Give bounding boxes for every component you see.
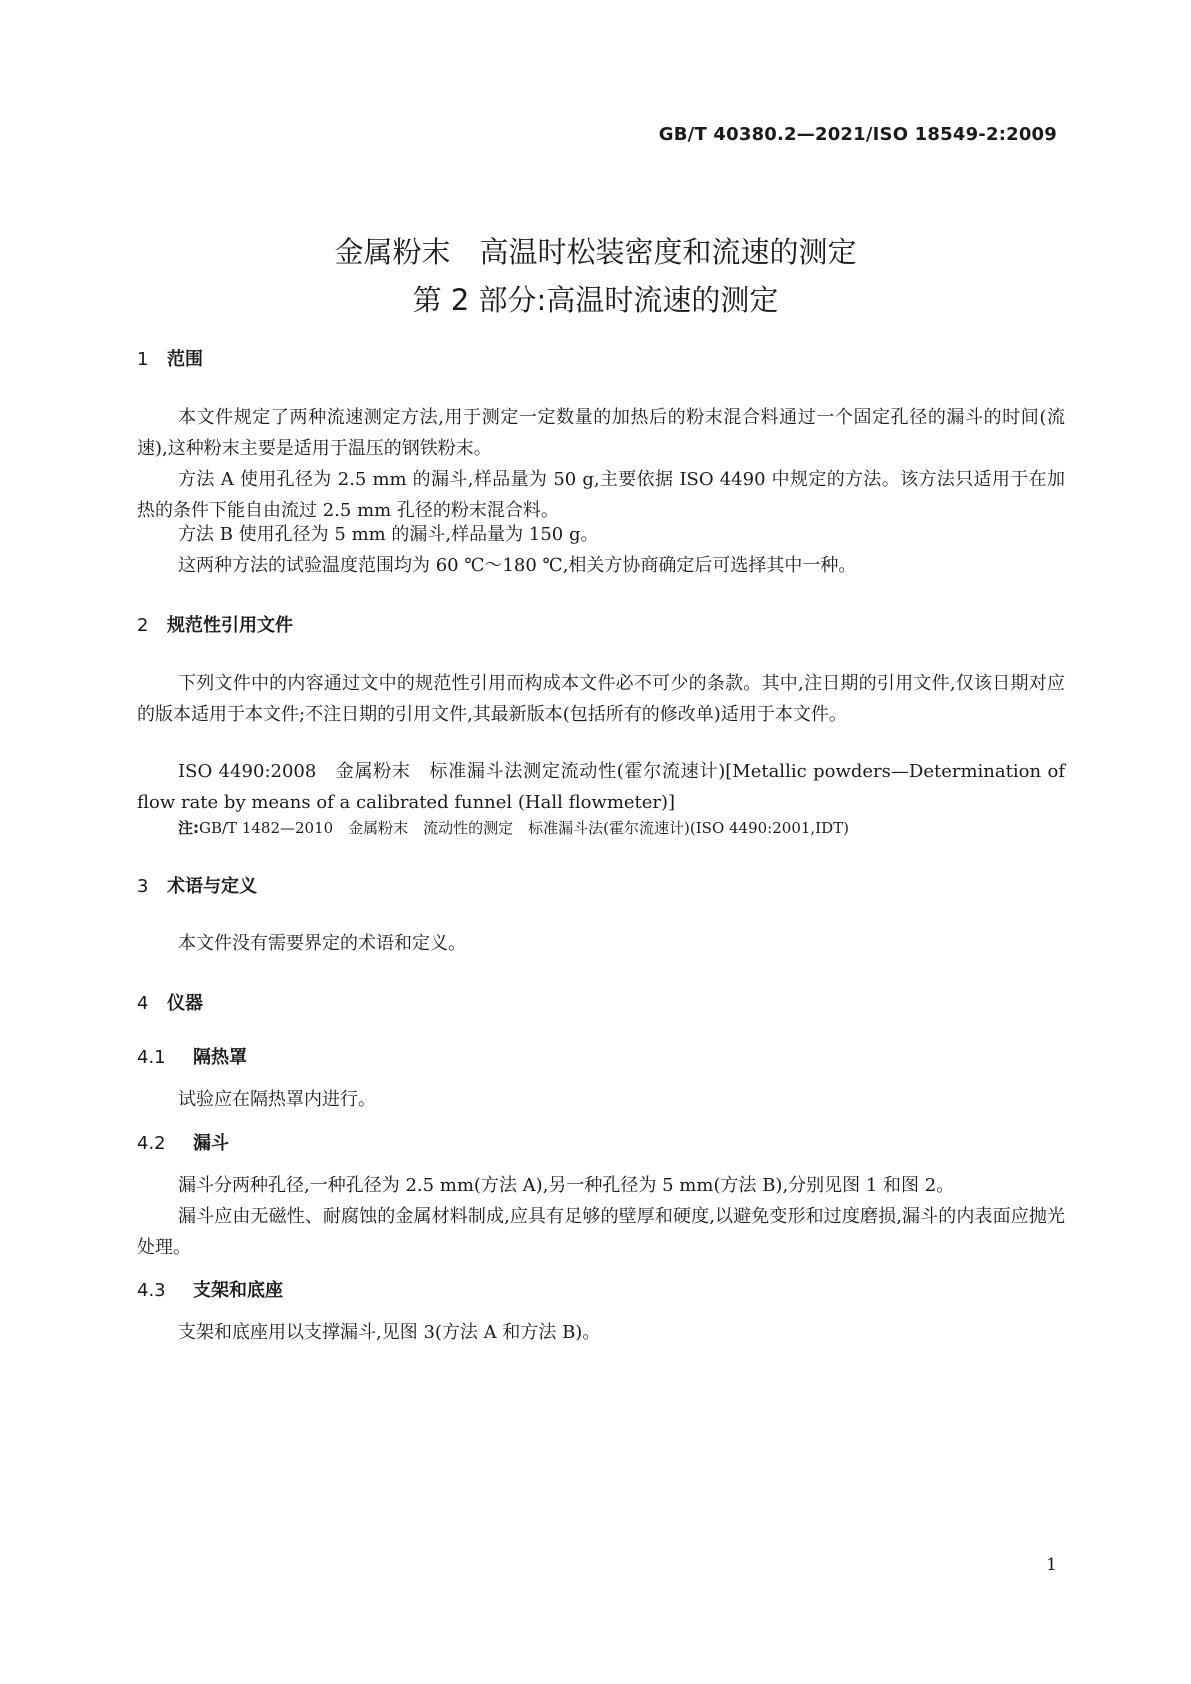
section-title: 术语与定义: [167, 876, 257, 897]
section-number: 2: [137, 615, 149, 636]
section-4-3-heading: [137, 1276, 283, 1302]
section-4-3-paragraph-1: 支架和底座用以支撑漏斗,见图 3(方法 A 和方法 B)。: [178, 1322, 601, 1343]
section-number: 3: [137, 876, 149, 897]
section-number: 4.3: [137, 1280, 166, 1301]
section-2-note: [178, 817, 1078, 839]
section-2-paragraph-1: 下列文件中的内容通过文中的规范性引用而构成本文件必不可少的条款。其中,注日期的引用文件,仅该日期对应的版本适用于本文件;不注日期的引用文件,其最新版本(包括所有的修改单)适用于本文件。: [137, 673, 1065, 725]
section-number: 4: [137, 993, 149, 1014]
title-line-2: 第 2 部分:高温时流速的测定: [412, 283, 779, 317]
section-3-heading: [137, 872, 257, 898]
section-1-heading: [137, 345, 203, 371]
section-3-paragraph-1: 本文件没有需要界定的术语和定义。: [178, 933, 466, 954]
section-title: 隔热罩: [193, 1047, 247, 1068]
section-4-2-paragraph-1: 漏斗分两种孔径,一种孔径为 2.5 mm(方法 A),另一种孔径为 5 mm(方法 B),分别见图 1 和图 2。: [178, 1175, 955, 1196]
section-4-heading: [137, 989, 203, 1015]
section-4-2-paragraph-2: 漏斗应由无磁性、耐腐蚀的金属材料制成,应具有足够的壁厚和硬度,以避免变形和过度磨损,漏斗的内表面应抛光处理。: [137, 1206, 1065, 1258]
section-4-1-heading: [137, 1043, 247, 1069]
section-1-paragraph-1: 本文件规定了两种流速测定方法,用于测定一定数量的加热后的粉末混合料通过一个固定孔径的漏斗的时间(流速),这种粉末主要是适用于温压的钢铁粉末。: [137, 407, 1065, 459]
note-label: 注:: [178, 819, 199, 837]
section-4-2-heading: [137, 1129, 229, 1155]
section-number: 4.1: [137, 1047, 166, 1068]
section-number: 1: [137, 349, 149, 370]
section-title: 范围: [167, 349, 203, 370]
section-4-1-paragraph-1: 试验应在隔热罩内进行。: [178, 1089, 376, 1110]
document-title: [0, 228, 1191, 324]
section-1-paragraph-3: 方法 B 使用孔径为 5 mm 的漏斗,样品量为 150 g。: [178, 524, 599, 545]
note-text: GB/T 1482—2010 金属粉末 流动性的测定 标准漏斗法(霍尔流速计)(ISO 4490:2001,IDT): [199, 819, 849, 837]
section-number: 4.2: [137, 1133, 166, 1154]
section-2-heading: [137, 611, 293, 637]
section-1-paragraph-4: 这两种方法的试验温度范围均为 60 ℃～180 ℃,相关方协商确定后可选择其中一种。: [178, 555, 857, 576]
section-2-reference: ISO 4490:2008 金属粉末 标准漏斗法测定流动性(霍尔流速计)[Metallic powders—Determination of flow rate by means of a calibrated funnel (Hall flowmeter)]: [137, 761, 1065, 813]
section-title: 漏斗: [193, 1133, 229, 1154]
section-1-paragraph-2: 方法 A 使用孔径为 2.5 mm 的漏斗,样品量为 50 g,主要依据 ISO 4490 中规定的方法。该方法只适用于在加热的条件下能自由流过 2.5 mm 孔径的粉末混合料。: [137, 469, 1065, 521]
title-line-1: 金属粉末 高温时松装密度和流速的测定: [334, 235, 857, 269]
section-title: 规范性引用文件: [167, 615, 293, 636]
page-number: 1: [1046, 1555, 1057, 1575]
section-title: 支架和底座: [193, 1280, 283, 1301]
standard-code: GB/T 40380.2—2021/ISO 18549-2:2009: [658, 124, 1057, 145]
section-title: 仪器: [167, 993, 203, 1014]
